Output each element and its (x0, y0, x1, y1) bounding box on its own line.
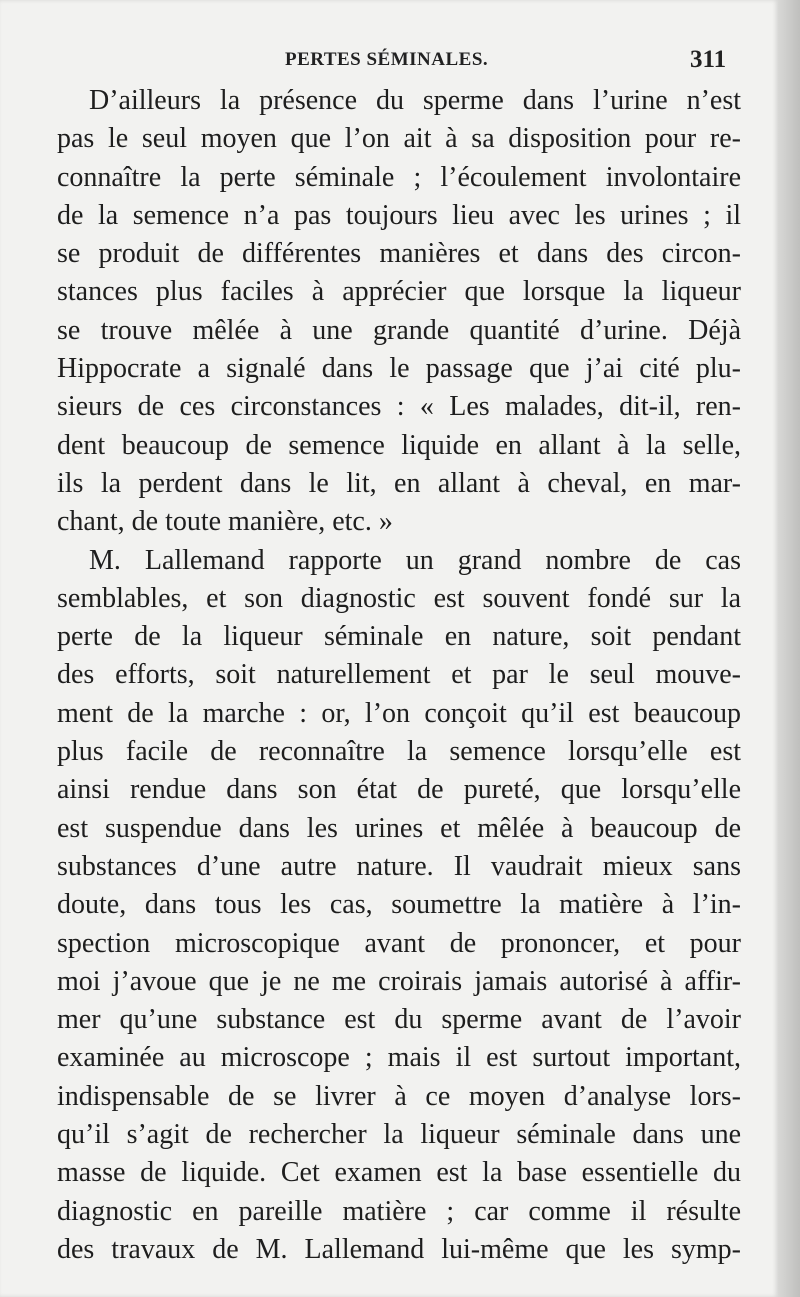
text-line: chant, de toute manière, etc. » (57, 506, 393, 538)
text-line: Hippocrate a signalé dans le passage que j’ai cité plu- (57, 353, 741, 385)
page-header (0, 44, 778, 76)
text-line: est suspendue dans les urines et mêlée à beaucoup de (57, 812, 741, 844)
text-line: diagnostic en pareille matière ; car comme il résulte (57, 1195, 741, 1227)
text-line: sieurs de ces circonstances : « Les malades, dit-il, ren- (57, 391, 741, 423)
text-line: moi j’avoue que je ne me croirais jamais autorisé à affir- (57, 965, 741, 997)
text-line: des efforts, soit naturellement et par le seul mouve- (57, 659, 741, 691)
text-line: perte de la liqueur séminale en nature, soit pendant (57, 621, 741, 653)
text-line: connaître la perte séminale ; l’écoulement involontaire (57, 161, 741, 193)
body-text (57, 82, 741, 1269)
page-edge (778, 0, 800, 1297)
text-line: stances plus faciles à apprécier que lorsque la liqueur (57, 276, 741, 308)
text-line: des travaux de M. Lallemand lui-même que les symp- (57, 1233, 741, 1265)
text-line: semblables, et son diagnostic est souvent fondé sur la (57, 582, 741, 614)
text-line: ils la perdent dans le lit, en allant à cheval, en mar- (57, 467, 741, 499)
text-line: substances d’une autre nature. Il vaudrait mieux sans (57, 850, 741, 882)
text-line: mer qu’une substance est du sperme avant de l’avoir (57, 1004, 741, 1036)
text-line: indispensable de se livrer à ce moyen d’analyse lors- (57, 1080, 741, 1112)
text-line: qu’il s’agit de rechercher la liqueur séminale dans une (57, 1119, 741, 1151)
text-line: examinée au microscope ; mais il est surtout important, (57, 1042, 741, 1074)
text-line: de la semence n’a pas toujours lieu avec les urines ; il (57, 199, 741, 231)
text-line: D’ailleurs la présence du sperme dans l’urine n’est (89, 85, 741, 116)
text-line: plus facile de reconnaître la semence lorsqu’elle est (57, 736, 741, 768)
text-line: ment de la marche : or, l’on conçoit qu’il est beaucoup (57, 697, 741, 729)
text-line: dent beaucoup de semence liquide en allant à la selle, (57, 429, 741, 461)
page-number: 311 (690, 46, 727, 73)
running-title: PERTES SÉMINALES. (285, 49, 489, 70)
text-line: se trouve mêlée à une grande quantité d’urine. Déjà (57, 314, 741, 346)
text-line: masse de liquide. Cet examen est la base essentielle du (57, 1157, 741, 1189)
text-line: doute, dans tous les cas, soumettre la matière à l’in- (57, 889, 741, 921)
text-line: pas le seul moyen que l’on ait à sa disposition pour re- (57, 123, 741, 155)
text-line: se produit de différentes manières et dans des circon- (57, 238, 741, 270)
text-line: spection microscopique avant de prononcer, et pour (57, 927, 741, 959)
text-line: M. Lallemand rapporte un grand nombre de cas (89, 544, 741, 576)
text-line: ainsi rendue dans son état de pureté, que lorsqu’elle (57, 774, 741, 806)
